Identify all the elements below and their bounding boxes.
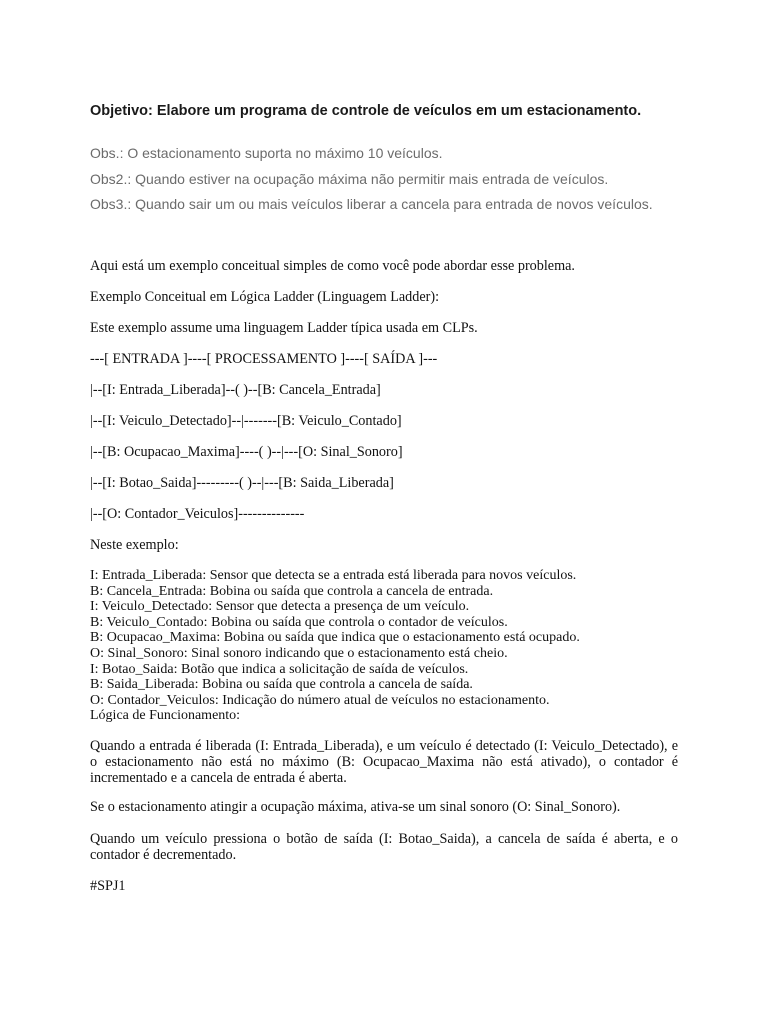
spj-tag: #SPJ1 <box>90 878 126 894</box>
obs-line-2: Obs2.: Quando estiver na ocupação máxima não permitir mais entrada de veículos. <box>90 171 609 187</box>
assumption-text: Este exemplo assume uma linguagem Ladder típica usada em CLPs. <box>90 320 478 336</box>
neste-exemplo-label: Neste exemplo: <box>90 537 179 553</box>
ladder-rung-4: |--[I: Botao_Saida]---------( )--|---[B: Saida_Liberada] <box>90 475 394 491</box>
logic-paragraph-2: Se o estacionamento atingir a ocupação máxima, ativa-se um sinal sonoro (O: Sinal_Sonoro). <box>90 799 621 815</box>
obs-line-1: Obs.: O estacionamento suporta no máximo 10 veículos. <box>90 145 443 161</box>
definition-item: B: Cancela_Entrada: Bobina ou saída que controla a cancela de entrada. <box>90 583 494 599</box>
definition-item: I: Botao_Saida: Botão que indica a solicitação de saída de veículos. <box>90 661 469 677</box>
ladder-rung-2: |--[I: Veiculo_Detectado]--|-------[B: Veiculo_Contado] <box>90 413 402 429</box>
ladder-rung-1: |--[I: Entrada_Liberada]--( )--[B: Cancela_Entrada] <box>90 382 381 398</box>
obs-line-3: Obs3.: Quando sair um ou mais veículos liberar a cancela para entrada de novos veículos. <box>90 196 653 212</box>
logic-heading: Lógica de Funcionamento: <box>90 708 241 724</box>
definition-item: B: Ocupacao_Maxima: Bobina ou saída que indica que o estacionamento está ocupado. <box>90 630 580 646</box>
definition-item: O: Sinal_Sonoro: Sinal sonoro indicando que o estacionamento está cheio. <box>90 645 508 661</box>
definition-item: I: Entrada_Liberada: Sensor que detecta se a entrada está liberada para novos veículos. <box>90 568 577 583</box>
logic-paragraph-1: Quando a entrada é liberada (I: Entrada_Liberada), e um veículo é detectado (I: Veiculo_Detectado), e o estacionamento não está no máximo (B: Ocupacao_Maxima não está ativado), o contador é incrementado e a cancela de entrada é aberta. <box>90 738 678 786</box>
objective-title: Objetivo: Elabore um programa de controle de veículos em um estacionamento. <box>90 103 642 119</box>
definition-item: O: Contador_Veiculos: Indicação do número atual de veículos no estacionamento. <box>90 692 550 708</box>
intro-text: Aqui está um exemplo conceitual simples de como você pode abordar esse problema. <box>90 258 575 274</box>
logic-paragraph-3: Quando um veículo pressiona o botão de saída (I: Botao_Saida), a cancela de saída é aberta, e o contador é decrementado. <box>90 831 678 863</box>
ladder-rung-5: |--[O: Contador_Veiculos]-------------- <box>90 506 305 522</box>
definitions-list <box>90 568 678 724</box>
definition-item: B: Veiculo_Contado: Bobina ou saída que controla o contador de veículos. <box>90 614 508 630</box>
definition-item: I: Veiculo_Detectado: Sensor que detecta a presença de um veículo. <box>90 599 470 615</box>
ladder-line-header: ---[ ENTRADA ]----[ PROCESSAMENTO ]----[ SAÍDA ]--- <box>90 351 438 367</box>
definition-item: B: Saida_Liberada: Bobina ou saída que controla a cancela de saída. <box>90 677 473 693</box>
ladder-rung-3: |--[B: Ocupacao_Maxima]----( )--|---[O: Sinal_Sonoro] <box>90 444 403 460</box>
example-heading: Exemplo Conceitual em Lógica Ladder (Linguagem Ladder): <box>90 289 440 305</box>
